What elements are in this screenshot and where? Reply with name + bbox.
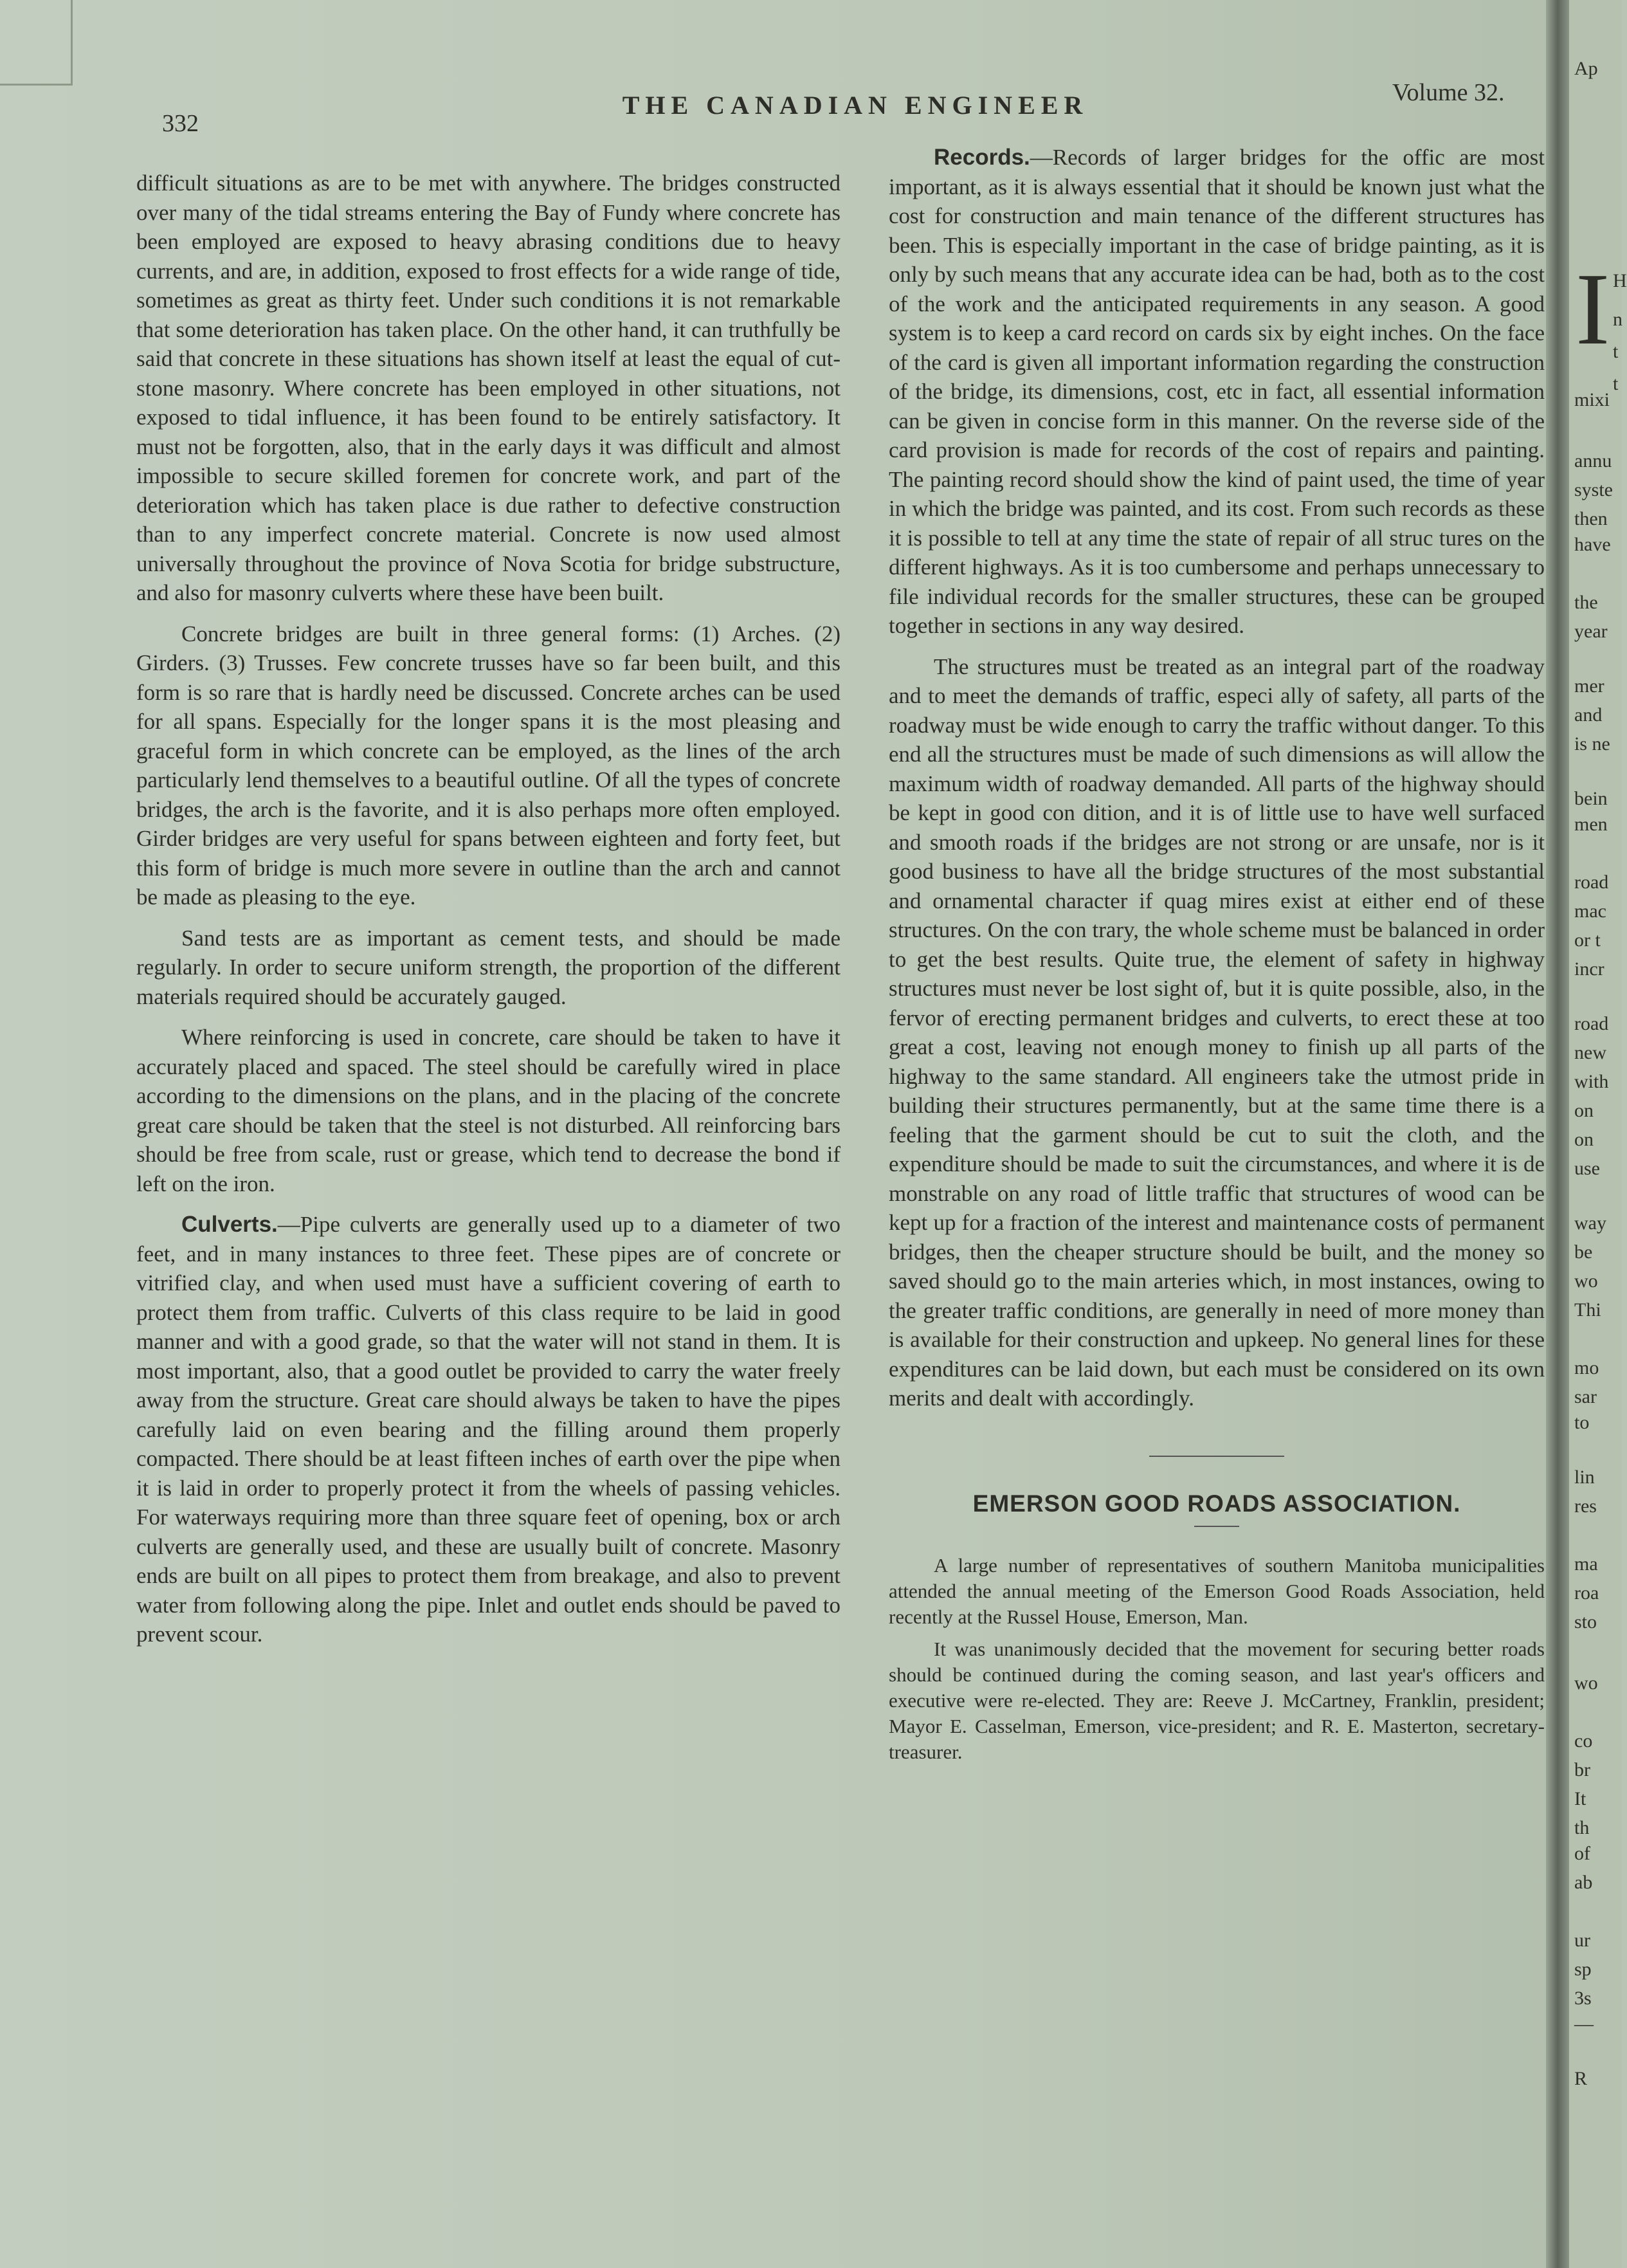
- heading-rule: [1194, 1526, 1239, 1527]
- next-page-fragment: men: [1574, 814, 1608, 835]
- next-page-fragment: new: [1574, 1042, 1606, 1063]
- next-page-fragment: t: [1613, 341, 1619, 362]
- next-page-fragment: sto: [1574, 1611, 1597, 1632]
- next-page-fragment: sar: [1574, 1386, 1597, 1407]
- next-page-fragment: res: [1574, 1495, 1597, 1517]
- page-number: 332: [162, 110, 199, 137]
- next-page-fragment: Thi: [1574, 1299, 1601, 1321]
- next-page-fragment: way: [1574, 1212, 1606, 1234]
- paragraph-culverts: [136, 1210, 841, 1649]
- left-column: [136, 169, 841, 1661]
- next-page-fragment: lin: [1574, 1467, 1595, 1488]
- section-divider: [1149, 1456, 1284, 1457]
- run-in-heading: Culverts.: [181, 1212, 278, 1237]
- paragraph: Concrete bridges are built in three general forms: (1) Arches. (2) Girders. (3) Trusses. Few concrete trusses have so far been built, and this form is so rare that is hardly need be discussed. Concrete arches can be used for all spans. Especially for the longer spans it is the most pleasing and graceful form in which concrete can be employed, as the lines of the arch particularly lend themselves to a beautiful outline. Of all the types of concrete bridges, the arch is the favorite, and it is also perhaps more often employed. Girder bridges are very useful for spans between eighteen and forty feet, but this form of bridge is much more severe in outline than the arch and cannot be made as pleasing to the eye.: [136, 621, 841, 910]
- next-page-fragment: of: [1574, 1843, 1590, 1864]
- next-page-fragment: on: [1574, 1100, 1594, 1121]
- next-page-fragment: syste: [1574, 479, 1613, 500]
- next-page-fragment: —: [1574, 2013, 1594, 2035]
- next-page-fragment: then: [1574, 508, 1608, 529]
- next-page-fragment: mac: [1574, 901, 1606, 922]
- next-page-fragment: or t: [1574, 929, 1601, 951]
- next-page-fragment: ur: [1574, 1930, 1590, 1951]
- next-page-fragment: incr: [1574, 958, 1604, 980]
- next-page-fragment: to: [1574, 1412, 1590, 1433]
- paragraph-text: —Pipe culverts are generally used up to a diameter of two feet, and in many instances to three feet. These pipes are of concrete or vitrified clay, and when used must have a sufficient covering of earth to protect them from traffic. Culverts of this class require to be laid in good manner and with a good grade, so that the water will not stand in them. It is most important, also, that a good outlet be provided to carry the water freely away from the structure. Great care should always be taken to have the pipes carefully laid on even bearing and the filling around them properly compacted. There should be at least fifteen inches of earth over the pipe when it is laid in order to properly protect it from the wheels of passing vehicles. For waterways requiring more than three square feet of opening, box or arch culverts are generally used, and these are usually built of concrete. Masonry ends are built on all pipes to protect them from breakage, and also to prevent water from following along the pipe. Inlet and outlet ends should be paved to prevent scour.: [136, 1212, 841, 1647]
- next-page-fragment: have: [1574, 534, 1611, 555]
- next-page-fragment: be: [1574, 1241, 1593, 1263]
- binding-gutter: [1546, 0, 1569, 2268]
- next-page-fragment: sp: [1574, 1959, 1592, 1980]
- corner-mark: [0, 0, 73, 86]
- paragraph: The structures must be treated as an integral part of the roadway and to meet the demands of traffic, especi ally of safety, all parts of the roadway must be wide enough to carry the traffic without danger. To this end all the structures must be made of such dimensions as will allow the maximum width of roadway demanded. All parts of the highway should be kept in good con dition, and it is of little use to have well surfaced and smooth roads if the bridges are not strong or are unsafe, nor is it good business to have all the bridge structures of the most substantial and ornamental character if quag mires exist at either end of these structures. On the con trary, the whole scheme must be balanced in order to get the best results. Quite true, the element of safety in highway structures must never be lost sight of, but it is quite possible, also, in the fervor of erecting permanent bridges and culverts, to erect these at too great a cost, leaving not enough money to finish up all parts of the highway to the same standard. All engineers take the utmost pride in building their structures permanently, but at the same time there is a feeling that the garment should be cut to suit the cloth, and the expenditure should be made to suit the circumstances, and where it is de monstrable on any road of little traffic that structures of wood can be kept up for a fraction of the interest and maintenance costs of permanent bridges, then the cheaper structure should be built, and the money so saved should go to the main arteries which, in most instances, owing to the greater traffic conditions, are generally in need of more money than is available for their construction and upkeep. No general lines for these expenditures can be laid down, but each must be considered on its own merits and dealt with accordingly.: [889, 654, 1545, 1411]
- paragraph: difficult situations as are to be met with anywhere. The bridges constructed over many of the tidal streams entering the Bay of Fundy where concrete has been employed are exposed to heavy abrasing conditions due to heavy currents, and are, in addition, exposed to frost effects for a wide range of tide, sometimes as great as thirty feet. Under such conditions it is not remarkable that some deterioration has taken place. On the other hand, it can truthfully be said that concrete in these situations has shown itself at least the equal of cut-stone masonry. Where concrete has been employed in other situations, not exposed to tidal influence, it has been found to be entirely satisfactory. It must not be forgotten, also, that in the early days it was difficult and almost impossible to secure skilled foremen for concrete work, and part of the deterioration which has taken place is due rather to defective construction than to any imperfect concrete material. Concrete is now used almost universally throughout the province of Nova Scotia for bridge substructure, and also for masonry culverts where these have been built.: [136, 170, 841, 605]
- next-page-fragment: co: [1574, 1730, 1593, 1751]
- paragraph-text: —Records of larger bridges for the offic are most important, as it is always essential that it should be known just what the cost for construction and main tenance of the different structures has been. This is especially important in the case of bridge painting, as it is only by such means that any accurate idea can be had, both as to the cost of the work and the anticipated requirements in any season. A good system is to keep a card record on cards six by eight inches. On the face of the card is given all important information regarding the construction of the bridge, its dimensions, cost, etc in fact, all essential information can be given in concise form in this manner. On the reverse side of the card provision is made for records of the cost of repairs and painting. The painting record should show the kind of paint used, the time of year in which the bridge was painted, and its cost. From such records as these it is possible to tell at any time the state of repair of all struc tures on the different highways. As it is too cumbersome and perhaps unnecessary to file individual records for the smaller structures, these can be grouped together in sections in any way desired.: [889, 145, 1545, 638]
- next-page-fragment: wo: [1574, 1270, 1598, 1292]
- paragraph: Sand tests are as important as cement tests, and should be made regularly. In order to secure uniform strength, the proportion of the different materials required should be accurately gauged.: [136, 925, 841, 1009]
- next-page-fragment: ma: [1574, 1553, 1598, 1575]
- next-page-fragment: n: [1613, 309, 1622, 330]
- next-page-fragment: road: [1574, 1013, 1609, 1034]
- next-page-fragment: year: [1574, 621, 1608, 642]
- next-page-fragment: mo: [1574, 1357, 1599, 1378]
- next-page-fragment: roa: [1574, 1582, 1599, 1604]
- next-page-fragment: with: [1574, 1071, 1609, 1092]
- next-page-fragment: 3s: [1574, 1988, 1592, 2009]
- next-page-fragment: th: [1574, 1817, 1590, 1838]
- next-page-fragment: is ne: [1574, 733, 1610, 754]
- next-page-fragment: br: [1574, 1759, 1590, 1780]
- paragraph-records: [889, 143, 1545, 641]
- journal-title: THE CANADIAN ENGINEER: [622, 91, 1089, 120]
- next-page-fragment: bein: [1574, 788, 1608, 809]
- next-page-fragment: mer: [1574, 675, 1604, 697]
- next-page-fragment: wo: [1574, 1672, 1598, 1694]
- right-column: [889, 143, 1545, 1771]
- next-page-fragment: It: [1574, 1788, 1586, 1809]
- next-page-fragment: ab: [1574, 1872, 1593, 1893]
- run-in-heading: Records.: [934, 145, 1030, 170]
- next-page-fragment: annu: [1574, 450, 1612, 471]
- article-body: [889, 1553, 1545, 1765]
- paragraph: It was unanimously decided that the movement for securing better roads should be continued during the coming season, and last year's officers and executive were re-elected. They are: Reeve J. McCartney, Franklin, president; Mayor E. Casselman, Emerson, vice-president; and R. E. Masterton, secretary-treasurer.: [889, 1638, 1545, 1763]
- paragraph: Where reinforcing is used in concrete, care should be taken to have it accurately placed and spaced. The steel should be carefully wired in place according to the dimensions on the plans, and in the placing of the concrete great care should be taken that the steel is not disturbed. All reinforcing bars should be free from scale, rust or grease, which tend to decrease the bond if left on the iron.: [136, 1025, 841, 1196]
- next-page-fragment: the: [1574, 592, 1598, 613]
- next-page-fragment: use: [1574, 1158, 1600, 1179]
- next-page-fragment: on: [1574, 1129, 1594, 1150]
- paragraph: A large number of representatives of southern Manitoba municipalities attended the annual meeting of the Emerson Good Roads Association, held recently at the Russel House, Emerson, Man.: [889, 1554, 1545, 1628]
- next-page-fragment: H: [1613, 270, 1627, 291]
- next-page-fragment: and: [1574, 704, 1603, 726]
- next-page-fragment: R: [1574, 2068, 1588, 2089]
- next-page-fragment: mixi: [1574, 389, 1610, 410]
- volume-label: Volume 32.: [1392, 79, 1505, 106]
- next-page-header: Ap: [1574, 58, 1598, 79]
- section-heading: EMERSON GOOD ROADS ASSOCIATION.: [972, 1490, 1461, 1517]
- next-page-fragment: t: [1613, 373, 1619, 394]
- next-page-fragment: road: [1574, 872, 1609, 893]
- drop-cap: I: [1576, 251, 1610, 366]
